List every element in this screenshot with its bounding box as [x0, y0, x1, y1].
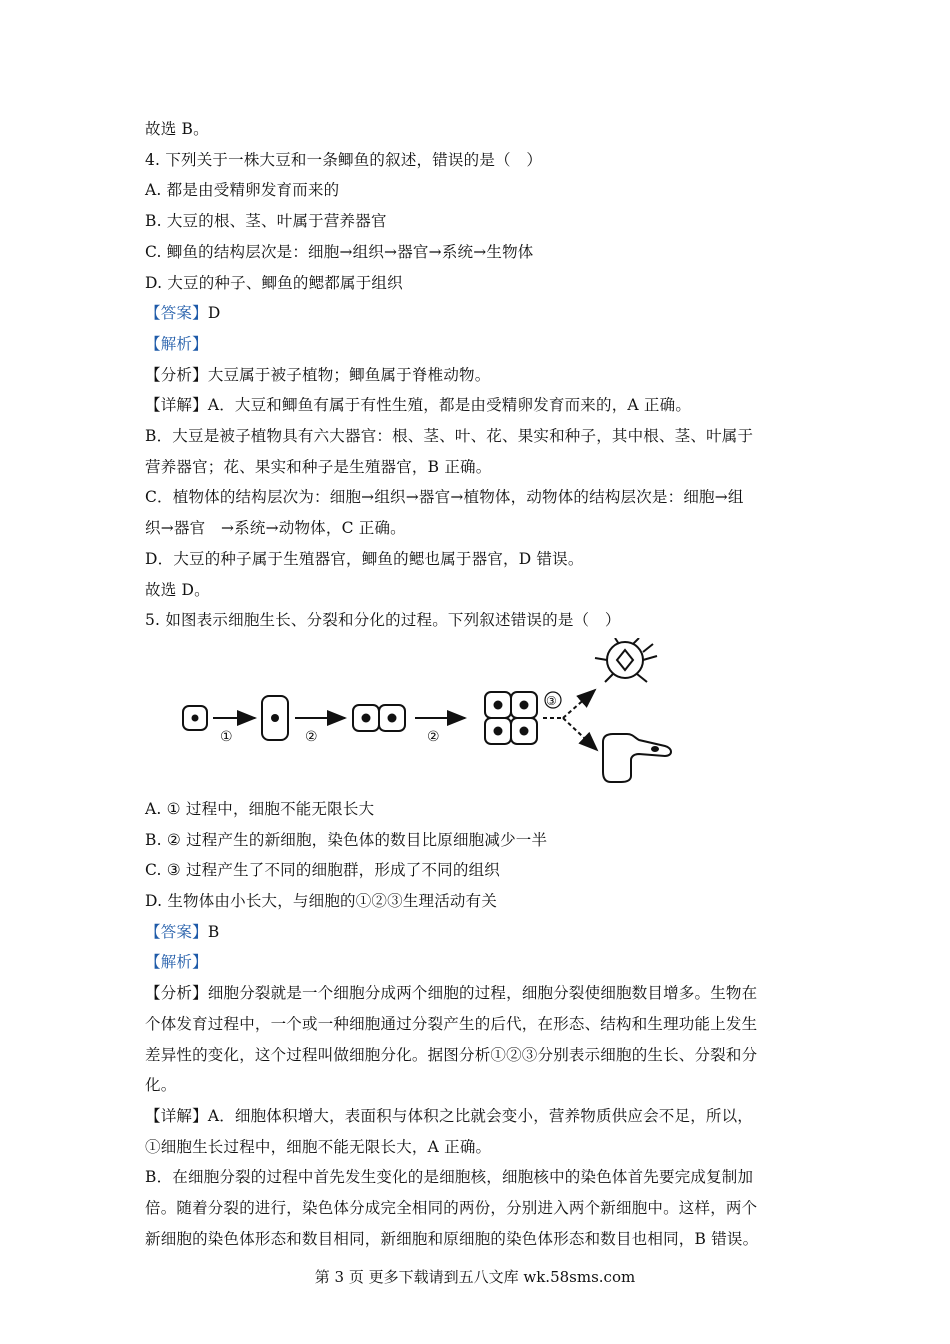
cell-diagram	[165, 638, 785, 794]
q4-conclusion: 故选 D。	[145, 580, 210, 599]
fiber-cell	[603, 734, 671, 782]
dashed-arrow-down	[563, 718, 597, 750]
prev-conclusion: 故选 B。	[145, 120, 209, 138]
q5-xiangjie-a-2: ①细胞生长过程中，细胞不能无限长大，A 正确。	[145, 1137, 492, 1156]
q5-option-c: C. ③ 过程产生了不同的细胞群，形成了不同的组织	[145, 861, 500, 880]
page-content	[145, 114, 805, 1255]
fenxi-text: 大豆属于被子植物；鲫鱼属于脊椎动物。	[207, 365, 491, 384]
label-3: ③	[546, 693, 557, 708]
q5-answer	[145, 917, 805, 948]
q4-option-d: D. 大豆的种子、鲫鱼的鳃都属于组织	[145, 273, 403, 292]
fenxi-tag: 【分析】	[145, 365, 208, 384]
q4-xiangjie-a	[145, 390, 805, 421]
q4-option-a: A. 都是由受精卵发育而来的	[145, 181, 340, 200]
q5-option-a: A. ① 过程中，细胞不能无限长大	[145, 799, 375, 818]
fenxi-text: 细胞分裂就是一个细胞分成两个细胞的过程，细胞分裂使细胞数目增多。生物在	[207, 984, 758, 1003]
analysis-tag: 【解析】	[145, 953, 208, 972]
q4-detail-c-1: C．植物体的结构层次为：细胞→组织→器官→植物体，动物体的结构层次是：细胞→组	[145, 488, 744, 507]
answer-value: B	[207, 922, 220, 941]
q5-stem: 5. 如图表示细胞生长、分裂和分化的过程。下列叙述错误的是（ ）	[145, 611, 621, 630]
cell-process-figure	[145, 638, 805, 794]
q5-fenxi-1	[145, 978, 805, 1009]
xiangjie-tag: 【详解】	[145, 396, 208, 415]
q4-stem: 4. 下列关于一株大豆和一条鲫鱼的叙述，错误的是（ ）	[145, 150, 543, 169]
q4-answer	[145, 298, 805, 329]
dashed-arrow-up	[563, 690, 595, 718]
answer-tag: 【答案】	[145, 922, 208, 941]
answer-value: D	[207, 304, 221, 323]
label-1: ①	[220, 728, 233, 745]
q4-analysis-heading	[145, 329, 805, 360]
label-2b: ②	[427, 728, 440, 745]
xiangjie-a-text: A．大豆和鲫鱼有属于有性生殖，都是由受精卵发育而来的，A 正确。	[207, 396, 692, 415]
fenxi-tag: 【分析】	[145, 984, 208, 1003]
q4-option-b: B. 大豆的根、茎、叶属于营养器官	[145, 212, 387, 231]
xiangjie-tag: 【详解】	[145, 1106, 208, 1125]
q4-detail-b-1: B．大豆是被子植物具有六大器官：根、茎、叶、花、果实和种子，其中根、茎、叶属于	[145, 427, 754, 446]
q4-detail-d: D．大豆的种子属于生殖器官，鲫鱼的鳃也属于器官，D 错误。	[145, 549, 584, 568]
q5-analysis-heading	[145, 947, 805, 978]
q4-option-c: C. 鲫鱼的结构层次是：细胞→组织→器官→系统→生物体	[145, 242, 534, 261]
q5-fenxi-2: 个体发育过程中，一个或一种细胞通过分裂产生的后代，在形态、结构和生理功能上发生	[145, 1014, 758, 1033]
page-footer: 第 3 页 更多下载请到五八文库 wk.58sms.com	[314, 1268, 636, 1286]
q5-detail-b-2: 倍。随着分裂的进行，染色体分成完全相同的两份，分别进入两个新细胞中。这样，两个	[145, 1199, 758, 1218]
analysis-tag: 【解析】	[145, 334, 208, 353]
q5-detail-b-1: B．在细胞分裂的过程中首先发生变化的是细胞核，细胞核中的染色体首先要完成复制加	[145, 1168, 754, 1187]
q4-fenxi	[145, 360, 805, 391]
q5-option-b: B. ② 过程产生的新细胞，染色体的数目比原细胞减少一半	[145, 830, 548, 849]
q5-detail-b-3: 新细胞的染色体形态和数目相同，新细胞和原细胞的染色体形态和数目也相同，B 错误。	[145, 1229, 759, 1248]
q5-fenxi-3: 差异性的变化，这个过程叫做细胞分化。据图分析①②③分别表示细胞的生长、分裂和分	[145, 1045, 758, 1064]
label-2a: ②	[305, 728, 318, 745]
answer-tag: 【答案】	[145, 304, 208, 323]
q4-detail-c-2: 织→器官 →系统→动物体，C 正确。	[145, 519, 406, 538]
xiangjie-a-text: A．细胞体积增大，表面积与体积之比就会变小，营养物质供应会不足，所以，	[207, 1106, 754, 1125]
q5-option-d: D. 生物体由小长大，与细胞的①②③生理活动有关	[145, 892, 498, 911]
q5-fenxi-4: 化。	[145, 1076, 177, 1095]
neuron-cell	[595, 638, 657, 682]
q4-detail-b-2: 营养器官；花、果实和种子是生殖器官，B 正确。	[145, 457, 492, 476]
q5-xiangjie-a-1	[145, 1101, 805, 1132]
